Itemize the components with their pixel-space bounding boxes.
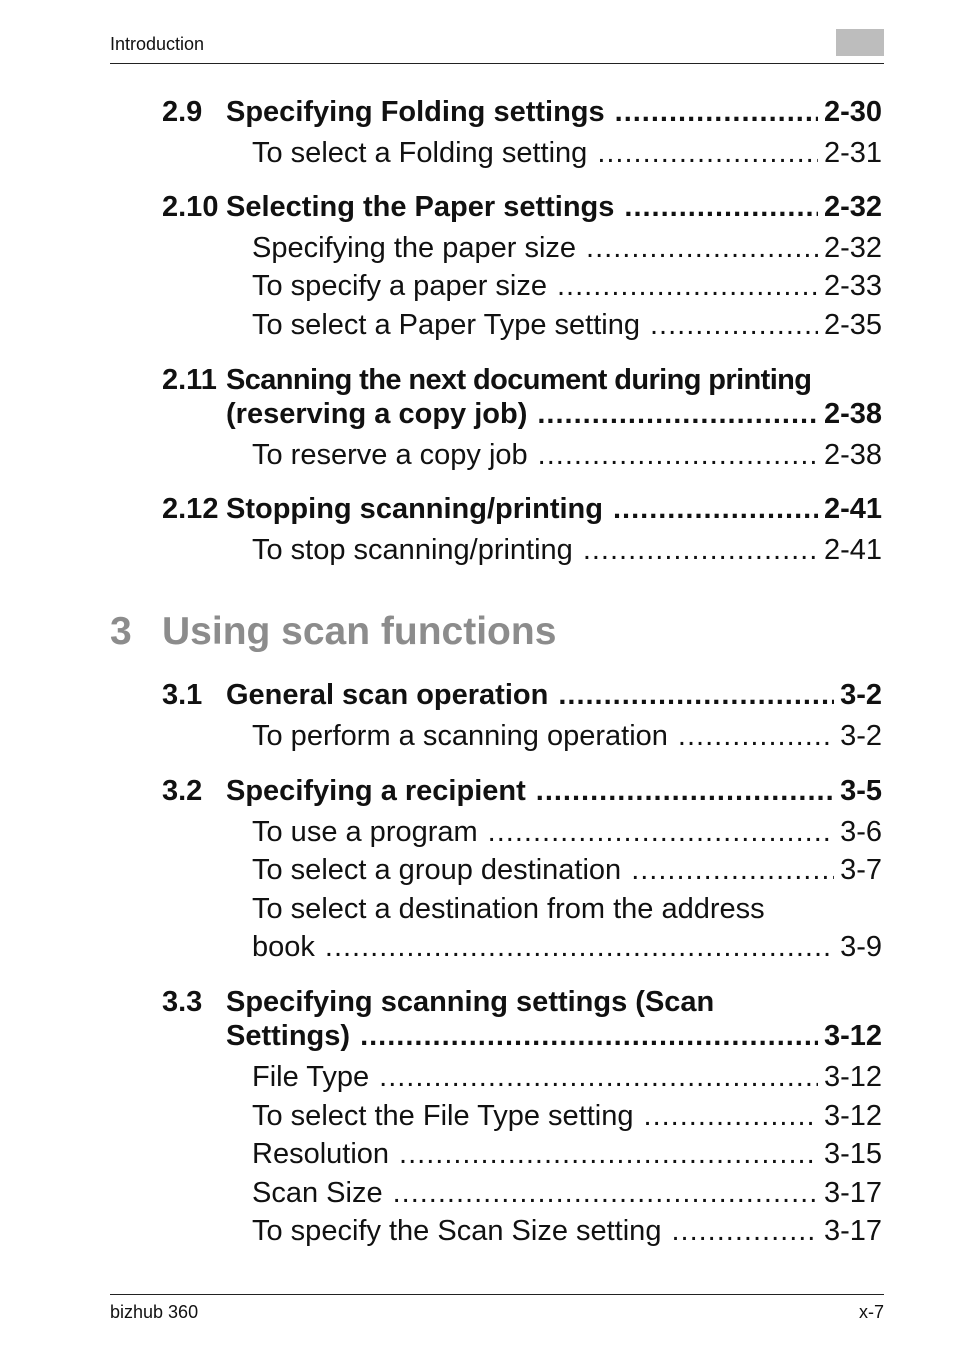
header-rule [110,63,884,64]
toc-leader-dots [488,816,834,849]
toc-leader-dots [671,1215,818,1248]
header-tab-marker [836,29,884,56]
toc-section-title-line1: Specifying scanning settings (Scan [226,986,715,1018]
toc-leader-dots [557,270,818,303]
toc-section-3-1[interactable] [162,679,882,712]
toc-entry-title: To specify the Scan Size setting [252,1215,662,1247]
toc-page-number: 3-17 [823,1177,882,1209]
toc-section-2-12[interactable] [162,493,882,526]
toc-section-2-11-continued[interactable] [226,398,882,431]
toc-section-title: Specifying Folding settings [226,96,605,128]
toc-entry-title: Scan Size [252,1177,383,1209]
toc-page-number: 2-38 [823,398,882,430]
toc-leader-dots [399,1138,818,1171]
toc-page-number: 2-31 [823,137,882,169]
toc-page-number: 3-9 [840,931,882,963]
toc-section-3-2[interactable] [162,775,882,808]
toc-entry-title: Resolution [252,1138,390,1170]
toc-leader-dots [379,1061,818,1094]
toc-section-title-line1: Scanning the next document during printing [226,364,812,396]
toc-section-number: 2.12 [162,493,219,525]
toc-entry-title: To specify a paper size [252,270,547,302]
toc-section-number: 2.11 [162,364,217,396]
toc-entry-scan-size[interactable] [252,1177,882,1210]
toc-leader-dots [631,854,834,887]
toc-section-number: 2.9 [162,96,203,128]
toc-leader-dots [537,398,818,431]
toc-entry-title: To select the File Type setting [252,1100,634,1132]
toc-entry-address-book-line1[interactable] [252,893,882,926]
toc-leader-dots [536,775,834,808]
toc-page-number: 3-2 [840,720,882,752]
toc-page-number: 2-32 [823,191,882,223]
toc-page-number: 2-35 [823,309,882,341]
toc-page-number: 3-5 [840,775,882,807]
toc-leader-dots [597,137,818,170]
toc-page-number: 3-15 [823,1138,882,1170]
toc-entry-perform-scanning[interactable] [252,720,882,753]
toc-page-number: 3-6 [840,816,882,848]
toc-entry-folding-setting[interactable] [252,137,882,170]
toc-leader-dots [360,1020,818,1053]
toc-entry-file-type-setting[interactable] [252,1100,882,1133]
footer-page-number: x-7 [858,1302,884,1322]
toc-entry-title: To select a Folding setting [252,137,588,169]
footer-product-name: bizhub 360 [110,1302,199,1322]
toc-leader-dots [586,232,818,265]
toc-leader-dots [325,931,834,964]
toc-leader-dots [558,679,834,712]
toc-section-2-11[interactable] [162,364,882,397]
toc-section-2-9[interactable] [162,96,882,129]
toc-entry-title: To stop scanning/printing [252,534,573,566]
toc-entry-file-type[interactable] [252,1061,882,1094]
toc-section-number: 2.10 [162,191,219,223]
toc-section-title-line2: (reserving a copy job) [226,398,528,430]
toc-section-2-10[interactable] [162,191,882,224]
toc-entry-title-line2: book [252,931,315,963]
toc-entry-title: To select a group destination [252,854,622,886]
toc-page-number: 2-41 [823,493,882,525]
toc-leader-dots [678,720,834,753]
toc-entry-group-destination[interactable] [252,854,882,887]
toc-entry-title: To reserve a copy job [252,439,528,471]
toc-section-3-3-continued[interactable] [226,1020,882,1053]
chapter-number: 3 [110,610,132,653]
toc-page-number: 2-33 [823,270,882,302]
toc-entry-title-line1: To select a destination from the address [252,893,765,925]
toc-page-number: 3-2 [840,679,882,711]
toc-section-number: 3.3 [162,986,203,1018]
toc-section-title: Selecting the Paper settings [226,191,615,223]
footer-rule [110,1294,884,1295]
toc-page-number: 3-12 [823,1100,882,1132]
header-section-label: Introduction [110,34,205,54]
toc-page-number: 3-12 [823,1020,882,1052]
toc-page-number: 2-32 [823,232,882,264]
toc-entry-specify-paper-size[interactable] [252,270,882,303]
toc-entry-stop-scanning[interactable] [252,534,882,567]
toc-page-number: 2-41 [823,534,882,566]
toc-page-number: 3-17 [823,1215,882,1247]
chapter-heading [110,610,556,654]
toc-leader-dots [624,191,818,224]
toc-leader-dots [538,439,818,472]
toc-section-number: 3.1 [162,679,203,711]
toc-entry-title: Specifying the paper size [252,232,577,264]
toc-page-number: 2-38 [823,439,882,471]
toc-leader-dots [583,534,818,567]
toc-entry-use-program[interactable] [252,816,882,849]
toc-leader-dots [650,309,818,342]
toc-entry-resolution[interactable] [252,1138,882,1171]
toc-page-number: 3-12 [823,1061,882,1093]
toc-entry-title: To use a program [252,816,478,848]
toc-section-title-line2: Settings) [226,1020,351,1052]
toc-section-title: Stopping scanning/printing [226,493,603,525]
toc-leader-dots [613,493,818,526]
toc-section-title: General scan operation [226,679,549,711]
chapter-title: Using scan functions [162,610,557,653]
toc-leader-dots [644,1100,818,1133]
toc-leader-dots [615,96,818,129]
toc-entry-reserve-copy-job[interactable] [252,439,882,472]
toc-entry-title: File Type [252,1061,370,1093]
toc-entry-paper-size[interactable] [252,232,882,265]
toc-entry-title: To select a Paper Type setting [252,309,640,341]
toc-section-3-3[interactable] [162,986,882,1019]
toc-leader-dots [393,1177,818,1210]
toc-entry-address-book-line2[interactable] [252,931,882,964]
toc-section-title: Specifying a recipient [226,775,526,807]
toc-entry-scan-size-setting[interactable] [252,1215,882,1248]
toc-page-number: 2-30 [823,96,882,128]
toc-entry-title: To perform a scanning operation [252,720,668,752]
toc-entry-paper-type[interactable] [252,309,882,342]
toc-page-number: 3-7 [840,854,882,886]
toc-section-number: 3.2 [162,775,203,807]
